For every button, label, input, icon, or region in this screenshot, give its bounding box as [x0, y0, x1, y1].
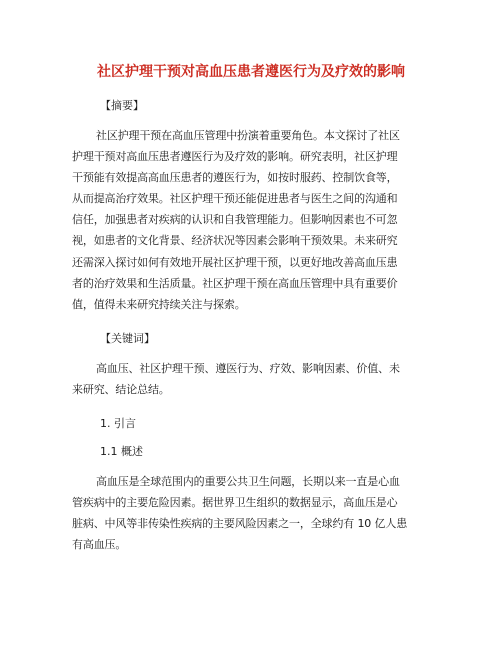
keywords-line: 来研究、结论总结。 — [72, 382, 170, 396]
abstract-paragraph — [72, 125, 430, 315]
abstract-line: 值，值得未来研究持续关注与探索。 — [72, 297, 246, 311]
keywords-paragraph — [72, 358, 430, 400]
abstract-line: 干预能有效提高高血压患者的遵医行为，如按时服药、控制饮食等， — [72, 171, 398, 185]
abstract-line: 社区护理干预在高血压管理中扮演着重要角色。本文探讨了社区 — [96, 129, 400, 142]
keywords-line: 高血压、社区护理干预、遵医行为、疗效、影响因素、价值、未 — [96, 361, 400, 375]
section-1-1-heading: 1.1 概述 — [100, 445, 143, 459]
abstract-line: 者的治疗效果和生活质量。社区护理干预在高血压管理中具有重要价 — [72, 276, 398, 290]
section-line: 有高血压。 — [72, 538, 127, 552]
abstract-line: 视，如患者的文化背景、经济状况等因素会影响干预效果。未来研究 — [72, 234, 398, 248]
abstract-line: 还需深入探讨如何有效地开展社区护理干预，以更好地改善高血压患 — [72, 255, 398, 269]
section-1-heading: 1. 引言 — [100, 417, 136, 431]
abstract-line: 护理干预对高血压患者遵医行为及疗效的影响。研究表明，社区护理 — [72, 150, 398, 164]
abstract-line: 信任，加强患者对疾病的认识和自我管理能力。但影响因素也不可忽 — [72, 213, 398, 227]
abstract-line: 从而提高治疗效果。社区护理干预还能促进患者与医生之间的沟通和 — [72, 192, 398, 206]
section-1-1-paragraph — [72, 471, 430, 555]
section-line: 脏病、中风等非传染性疾病的主要风险因素之一，全球约有 10 亿人患 — [72, 517, 408, 531]
section-line: 高血压是全球范围内的重要公共卫生问题，长期以来一直是心血 — [96, 475, 400, 489]
abstract-heading: 【摘要】 — [100, 99, 144, 112]
section-line: 管疾病中的主要危险因素。据世界卫生组织的数据显示，高血压是心 — [72, 496, 398, 510]
keywords-heading: 【关键词】 — [100, 331, 155, 345]
document-title: 社区护理干预对高血压患者遵医行为及疗效的影响 — [97, 64, 405, 80]
